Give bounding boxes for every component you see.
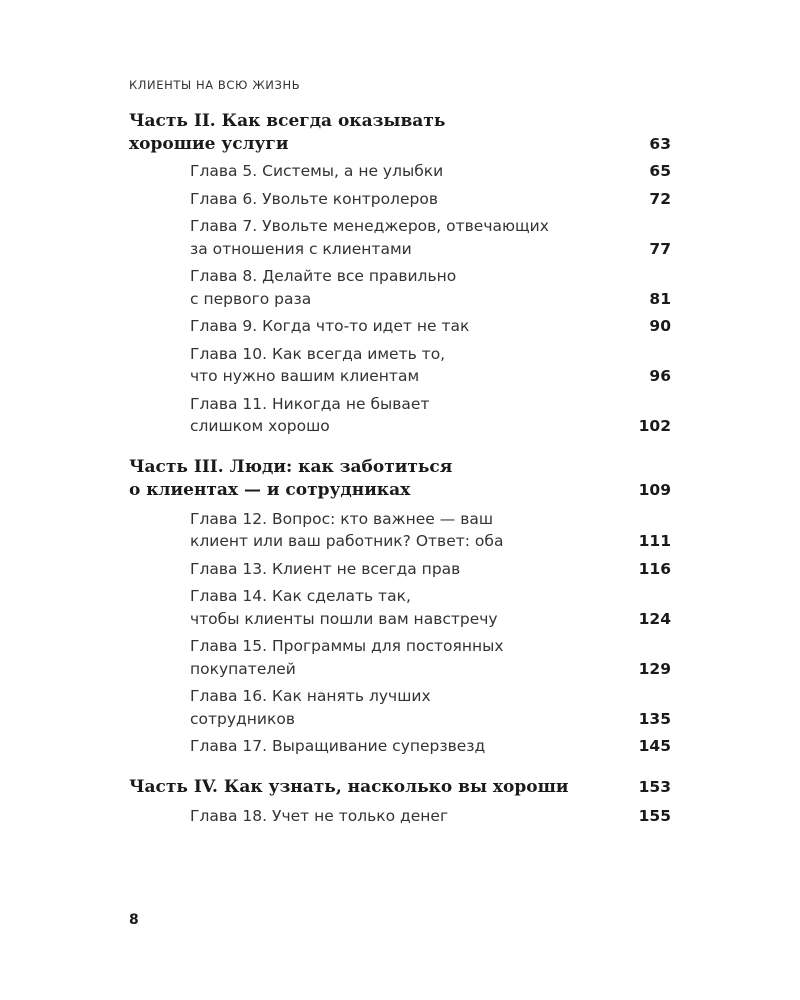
chapter-title: Глава 5. Системы, а не улыбки xyxy=(190,162,444,180)
toc-chapter[interactable] xyxy=(129,393,671,438)
chapter-page-number: 135 xyxy=(638,709,671,728)
chapter-page-number: 90 xyxy=(649,317,671,335)
table-of-contents xyxy=(129,110,671,832)
page-number: 8 xyxy=(129,912,139,928)
chapter-title: Глава 8. Делайте все правильно с первого раза xyxy=(190,267,457,308)
toc-chapter[interactable] xyxy=(129,188,671,211)
chapter-page-number: 102 xyxy=(638,417,671,435)
chapter-title: Глава 10. Как всегда иметь то, что нужно вашим клиентам xyxy=(190,344,446,385)
chapter-title: Глава 6. Увольте контролеров xyxy=(190,189,438,208)
toc-part-3[interactable] xyxy=(129,456,671,502)
chapter-page-number: 155 xyxy=(638,806,671,825)
chapter-page-number: 72 xyxy=(649,189,671,208)
part-title: Часть III. Люди: как заботиться о клиентах — и сотрудниках xyxy=(129,456,453,500)
chapter-title: Глава 7. Увольте менеджеров, отвечающих за отношения с клиентами xyxy=(190,217,549,258)
toc-chapter[interactable] xyxy=(129,685,671,730)
part-page-number: 153 xyxy=(638,777,671,796)
toc-chapter[interactable] xyxy=(129,160,671,183)
part-title: Часть II. Как всегда оказывать хорошие услуги xyxy=(129,111,446,154)
running-head: КЛИЕНТЫ НА ВСЮ ЖИЗНЬ xyxy=(129,78,301,92)
chapter-title: Глава 12. Вопрос: кто важнее — ваш клиент или ваш работник? Ответ: оба xyxy=(190,509,504,550)
chapter-title: Глава 9. Когда что-то идет не так xyxy=(190,317,470,335)
chapter-page-number: 96 xyxy=(649,367,671,385)
chapter-page-number: 116 xyxy=(638,559,671,578)
chapter-page-number: 129 xyxy=(638,659,671,678)
part-page-number: 63 xyxy=(649,135,671,153)
chapter-title: Глава 16. Как нанять лучших сотрудников xyxy=(190,687,431,728)
toc-chapter[interactable] xyxy=(129,265,671,310)
toc-chapter[interactable] xyxy=(129,215,671,260)
chapter-page-number: 77 xyxy=(649,239,671,258)
chapter-title: Глава 17. Выращивание суперзвезд xyxy=(190,737,486,755)
toc-chapter[interactable] xyxy=(129,558,671,581)
chapter-page-number: 65 xyxy=(649,162,671,180)
chapter-title: Глава 18. Учет не только денег xyxy=(190,806,449,825)
toc-chapter[interactable] xyxy=(129,735,671,758)
toc-chapter[interactable] xyxy=(129,508,671,553)
chapter-page-number: 145 xyxy=(638,737,671,755)
toc-chapter[interactable] xyxy=(129,585,671,630)
toc-chapter[interactable] xyxy=(129,635,671,680)
chapter-page-number: 111 xyxy=(638,532,671,550)
part-title: Часть IV. Как узнать, насколько вы хороши xyxy=(129,776,569,797)
part-page-number: 109 xyxy=(638,480,671,499)
chapter-title: Глава 15. Программы для постоянных покупателей xyxy=(190,637,504,678)
chapter-title: Глава 14. Как сделать так, чтобы клиенты пошли вам навстречу xyxy=(190,587,498,628)
chapter-page-number: 124 xyxy=(638,609,671,628)
chapter-title: Глава 13. Клиент не всегда прав xyxy=(190,559,461,578)
chapter-title: Глава 11. Никогда не бывает слишком хорошо xyxy=(190,394,430,435)
toc-chapter[interactable] xyxy=(129,805,671,828)
chapter-page-number: 81 xyxy=(649,289,671,308)
toc-chapter[interactable] xyxy=(129,315,671,338)
toc-chapter[interactable] xyxy=(129,343,671,388)
toc-part-4[interactable] xyxy=(129,776,671,799)
toc-part-2[interactable] xyxy=(129,110,671,156)
